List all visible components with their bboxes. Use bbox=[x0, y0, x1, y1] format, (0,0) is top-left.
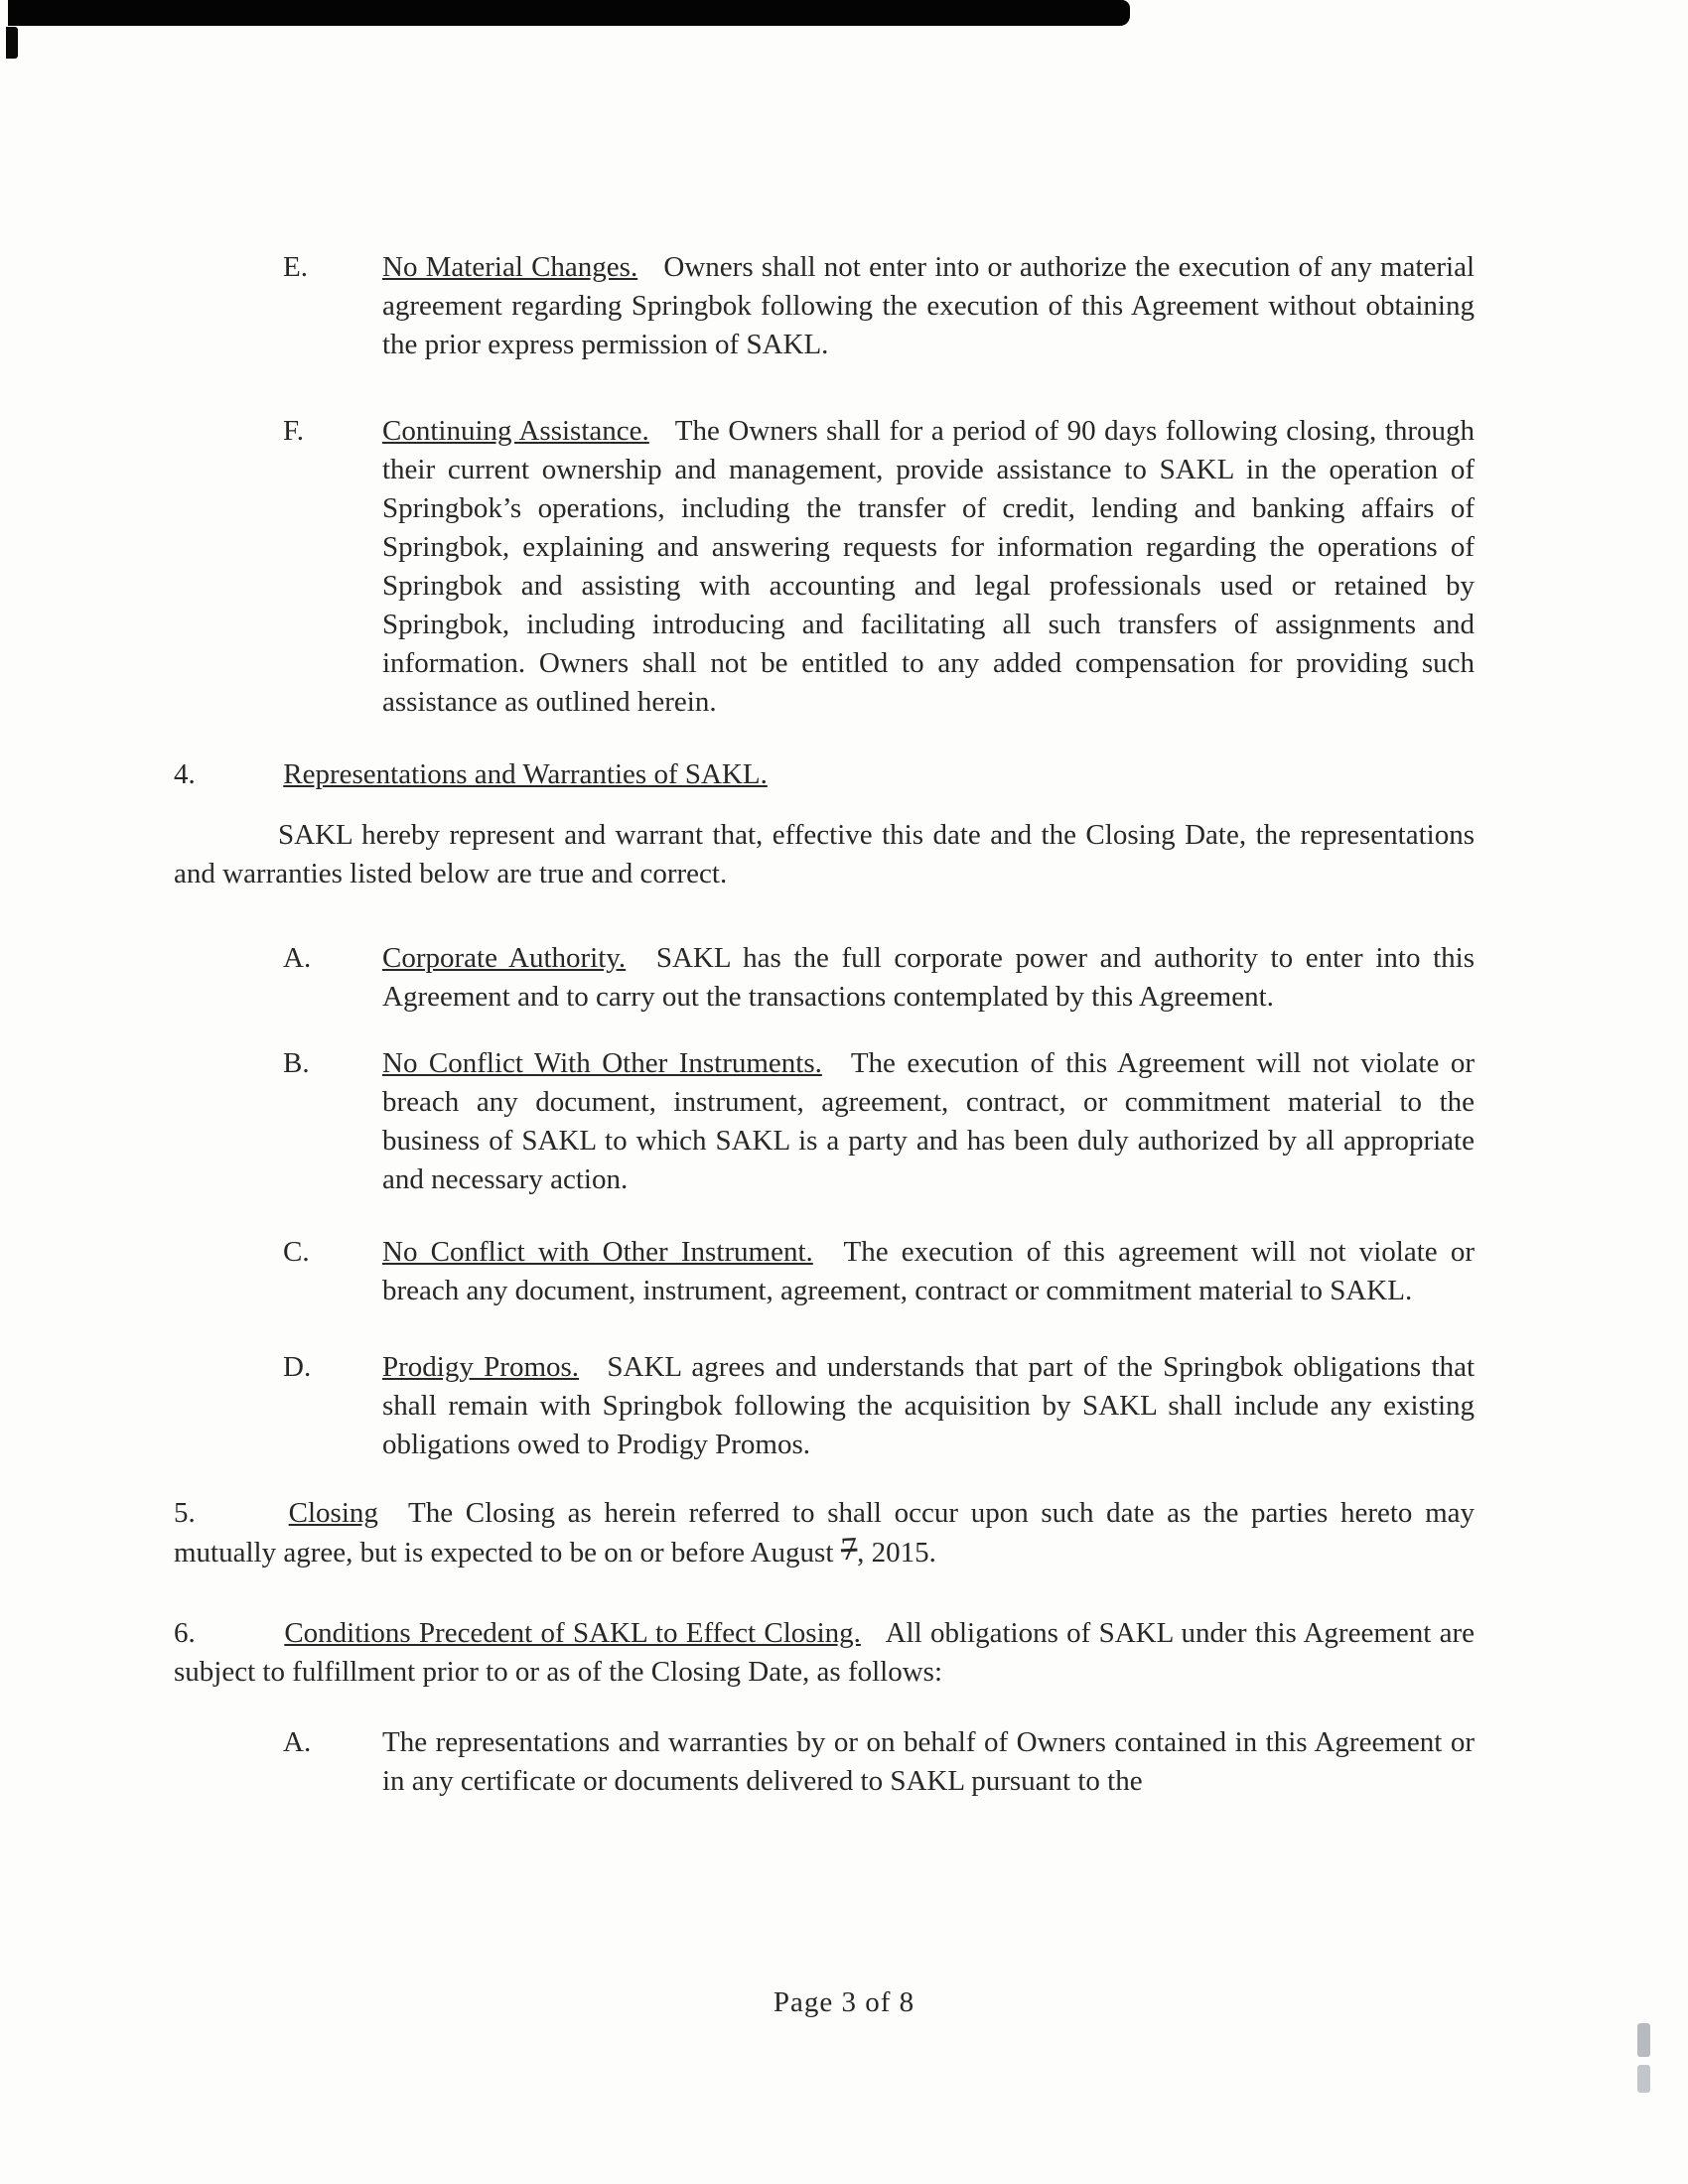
scan-artifact-left-mark bbox=[6, 27, 18, 59]
list-item-e bbox=[174, 248, 1475, 364]
list-item-b bbox=[174, 1044, 1475, 1199]
section-number: 6. bbox=[174, 1617, 196, 1649]
item-paragraph bbox=[382, 248, 1475, 364]
item-body-text: The execution of this agreement will not violate or breach any document, instrument, agreement, contract or commitment material to SAKL. bbox=[382, 1236, 1476, 1306]
item-body-text: The execution of this Agreement will not violate or breach any document, instrument, agreement, contract, or commitment material to the business of SAKL to which SAKL is a party and has been duly authorized by all appropriate and necessary action. bbox=[382, 1047, 1475, 1195]
list-item-a-second bbox=[174, 1723, 1475, 1801]
item-heading: Corporate Authority. bbox=[382, 942, 627, 974]
item-paragraph bbox=[382, 1723, 1475, 1801]
item-body-text: SAKL agrees and understands that part of the Springbok obligations that shall remain with Springbok following the acquisition by SAKL shall include any existing obligations owed to Prodigy Promos. bbox=[382, 1351, 1476, 1460]
section-4-heading-row bbox=[174, 755, 1475, 794]
list-item-c bbox=[174, 1233, 1475, 1310]
list-item-f bbox=[174, 412, 1475, 722]
item-paragraph bbox=[382, 412, 1475, 722]
scan-artifact-right-mark bbox=[1637, 2023, 1650, 2057]
item-letter: B. bbox=[283, 1047, 310, 1079]
item-heading: No Conflict with Other Instrument. bbox=[382, 1236, 813, 1268]
item-letter: A. bbox=[283, 1726, 312, 1758]
section-body-text: All obligations of SAKL under this Agreement are subject to fulfillment prior to or as of the Closing Date, as follows: bbox=[174, 1617, 1476, 1688]
item-letter: F. bbox=[283, 415, 305, 447]
scan-artifact-right-mark bbox=[1637, 2065, 1650, 2093]
section-heading: Conditions Precedent of SAKL to Effect Closing. bbox=[284, 1617, 861, 1649]
item-body-text: The Owners shall for a period of 90 days following closing, through their current ownership and management, provide assistance to SAKL in the operation of Springbok’s operations, including the transfer of credit, lending and banking affairs of Springbok, explaining and answering requests for information regarding the operations of Springbok and assisting with accounting and legal professionals used or retained by Springbok, including introducing and facilitating all such transfers of assignments and information. Owners shall not be entitled to any added compensation for providing such assistance as outlined herein. bbox=[382, 415, 1475, 718]
list-item-a bbox=[174, 939, 1475, 1017]
item-paragraph bbox=[382, 1233, 1475, 1310]
item-heading: Prodigy Promos. bbox=[382, 1351, 580, 1383]
section-heading: Representations and Warranties of SAKL. bbox=[283, 758, 768, 790]
item-letter: E. bbox=[283, 251, 308, 283]
item-paragraph bbox=[382, 1044, 1475, 1199]
item-letter: C. bbox=[283, 1236, 310, 1268]
item-heading: Continuing Assistance. bbox=[382, 415, 649, 447]
section-4-intro-paragraph: SAKL hereby represent and warrant that, effective this date and the Closing Date, the representations and warranties listed below are true and correct. bbox=[174, 819, 1475, 889]
item-heading: No Conflict With Other Instruments. bbox=[382, 1047, 822, 1079]
item-heading: No Material Changes. bbox=[382, 251, 638, 283]
closing-date-handwritten-digit: 7 bbox=[839, 1531, 858, 1569]
item-paragraph bbox=[382, 1348, 1475, 1464]
item-letter: D. bbox=[283, 1351, 312, 1383]
section-heading: Closing bbox=[288, 1497, 378, 1529]
section-body-text: , 2015. bbox=[857, 1537, 936, 1569]
item-body-text: The representations and warranties by or on behalf of Owners contained in this Agreement or in any certificate or documents delivered to SAKL pursuant to the bbox=[382, 1726, 1475, 1797]
section-6-conditions-precedent bbox=[174, 1614, 1475, 1692]
section-number: 4. bbox=[174, 758, 196, 790]
section-body-text: The Closing as herein referred to shall occur upon such date as the parties hereto may mutually agree, but is expected to be on or before August bbox=[174, 1497, 1475, 1569]
section-5-closing bbox=[174, 1494, 1475, 1572]
scan-artifact-top-bar bbox=[8, 0, 1130, 26]
item-paragraph bbox=[382, 939, 1475, 1017]
list-item-d bbox=[174, 1348, 1475, 1464]
item-body-text: SAKL has the full corporate power and authority to enter into this Agreement and to carry out the transactions contemplated by this Agreement. bbox=[382, 942, 1476, 1013]
item-letter: A. bbox=[283, 942, 312, 974]
page-number-footer: Page 3 of 8 bbox=[773, 1986, 915, 2018]
item-body-text: Owners shall not enter into or authorize the execution of any material agreement regarding Springbok following the execution of this Agreement without obtaining the prior express permission of SAKL. bbox=[382, 251, 1475, 360]
section-number: 5. bbox=[174, 1497, 196, 1529]
